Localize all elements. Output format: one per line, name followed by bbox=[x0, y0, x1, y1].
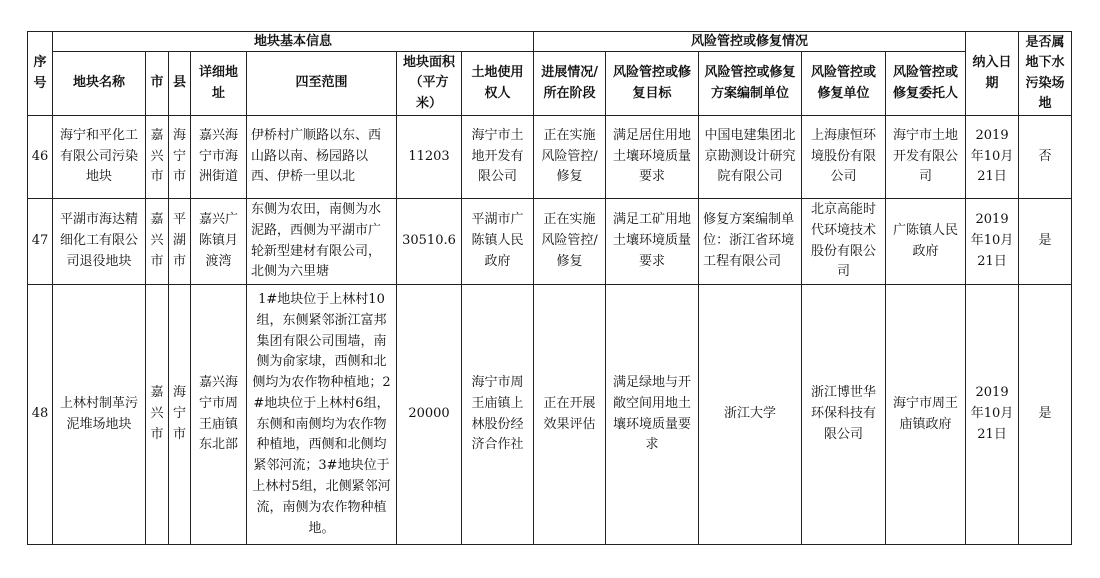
table-row bbox=[28, 199, 1072, 285]
header-city: 市 bbox=[146, 52, 169, 116]
header-address: 详细地址 bbox=[191, 52, 247, 116]
cell-exec-unit: 浙江博世华环保科技有限公司 bbox=[802, 285, 886, 545]
cell-owner: 海宁市土地开发有限公司 bbox=[462, 116, 534, 199]
header-exec-unit: 风险管控或修复单位 bbox=[802, 52, 886, 116]
table-row bbox=[28, 285, 1072, 545]
cell-area: 11203 bbox=[397, 116, 462, 199]
cell-county: 海宁市 bbox=[169, 285, 191, 545]
cell-groundwater: 是 bbox=[1019, 199, 1072, 285]
cell-address: 嘉兴广陈镇月渡湾 bbox=[191, 199, 247, 285]
cell-exec-unit: 上海康恒环境股份有限公司 bbox=[802, 116, 886, 199]
header-seq: 序号 bbox=[28, 32, 53, 116]
cell-seq: 47 bbox=[28, 199, 53, 285]
header-risk-group: 风险管控或修复情况 bbox=[534, 32, 966, 52]
cell-city: 嘉兴市 bbox=[146, 285, 169, 545]
cell-owner: 海宁市周王庙镇上林股份经济合作社 bbox=[462, 285, 534, 545]
cell-boundary: 1#地块位于上林村10组，东侧紧邻浙江富邦集团有限公司围墙，南侧为俞家埭，西侧和北侧均为农作物种植地；2#地块位于上林村6组，东侧和南侧均为农作物种植地，西侧和北侧均紧邻河流；3#地块位于上林村5组，北侧紧邻河流，南侧为农作物种植地。 bbox=[247, 285, 397, 545]
header-date: 纳入日期 bbox=[966, 32, 1019, 116]
header-client: 风险管控或修复委托人 bbox=[886, 52, 966, 116]
cell-plan-unit: 修复方案编制单位：浙江省环境工程有限公司 bbox=[699, 199, 802, 285]
cell-groundwater: 否 bbox=[1019, 116, 1072, 199]
cell-name: 上林村制革污泥堆场地块 bbox=[53, 285, 146, 545]
cell-plan-unit: 中国电建集团北京勘测设计研究院有限公司 bbox=[699, 116, 802, 199]
cell-target: 满足绿地与开敞空间用地土壤环境质量要求 bbox=[606, 285, 699, 545]
header-owner: 土地使用权人 bbox=[462, 52, 534, 116]
cell-seq: 46 bbox=[28, 116, 53, 199]
header-plan-unit: 风险管控或修复方案编制单位 bbox=[699, 52, 802, 116]
cell-target: 满足工矿用地土壤环境质量要求 bbox=[606, 199, 699, 285]
cell-target: 满足居住用地土壤环境质量要求 bbox=[606, 116, 699, 199]
header-target: 风险管控或修复目标 bbox=[606, 52, 699, 116]
cell-owner: 平湖市广陈镇人民政府 bbox=[462, 199, 534, 285]
cell-county: 海宁市 bbox=[169, 116, 191, 199]
cell-date: 2019年10月21日 bbox=[966, 116, 1019, 199]
table-row bbox=[28, 116, 1072, 199]
cell-exec-unit: 北京高能时代环境技术股份有限公司 bbox=[802, 199, 886, 285]
cell-city: 嘉兴市 bbox=[146, 199, 169, 285]
header-boundary: 四至范围 bbox=[247, 52, 397, 116]
cell-county: 平湖市 bbox=[169, 199, 191, 285]
cell-groundwater: 是 bbox=[1019, 285, 1072, 545]
header-groundwater: 是否属地下水污染场地 bbox=[1019, 32, 1072, 116]
cell-area: 30510.6 bbox=[397, 199, 462, 285]
header-county: 县 bbox=[169, 52, 191, 116]
cell-client: 广陈镇人民政府 bbox=[886, 199, 966, 285]
cell-name: 海宁和平化工有限公司污染地块 bbox=[53, 116, 146, 199]
cell-address: 嘉兴海宁市海洲街道 bbox=[191, 116, 247, 199]
cell-boundary: 东侧为农田，南侧为水泥路，西侧为平湖市广轮新型建材有限公司，北侧为六里塘 bbox=[247, 199, 397, 285]
header-progress: 进展情况/所在阶段 bbox=[534, 52, 606, 116]
cell-name: 平湖市海达精细化工有限公司退役地块 bbox=[53, 199, 146, 285]
cell-progress: 正在开展效果评估 bbox=[534, 285, 606, 545]
header-area: 地块面积（平方米） bbox=[397, 52, 462, 116]
contaminated-sites-table bbox=[27, 31, 1072, 545]
cell-boundary: 伊桥村广顺路以东、西山路以南、杨园路以西、伊桥一里以北 bbox=[247, 116, 397, 199]
cell-client: 海宁市土地开发有限公司 bbox=[886, 116, 966, 199]
cell-plan-unit: 浙江大学 bbox=[699, 285, 802, 545]
header-name: 地块名称 bbox=[53, 52, 146, 116]
cell-client: 海宁市周王庙镇政府 bbox=[886, 285, 966, 545]
cell-seq: 48 bbox=[28, 285, 53, 545]
cell-address: 嘉兴海宁市周王庙镇东北部 bbox=[191, 285, 247, 545]
cell-progress: 正在实施风险管控/修复 bbox=[534, 199, 606, 285]
cell-city: 嘉兴市 bbox=[146, 116, 169, 199]
cell-area: 20000 bbox=[397, 285, 462, 545]
cell-progress: 正在实施风险管控/修复 bbox=[534, 116, 606, 199]
cell-date: 2019年10月21日 bbox=[966, 285, 1019, 545]
cell-date: 2019年10月21日 bbox=[966, 199, 1019, 285]
header-basic-group: 地块基本信息 bbox=[53, 32, 534, 52]
